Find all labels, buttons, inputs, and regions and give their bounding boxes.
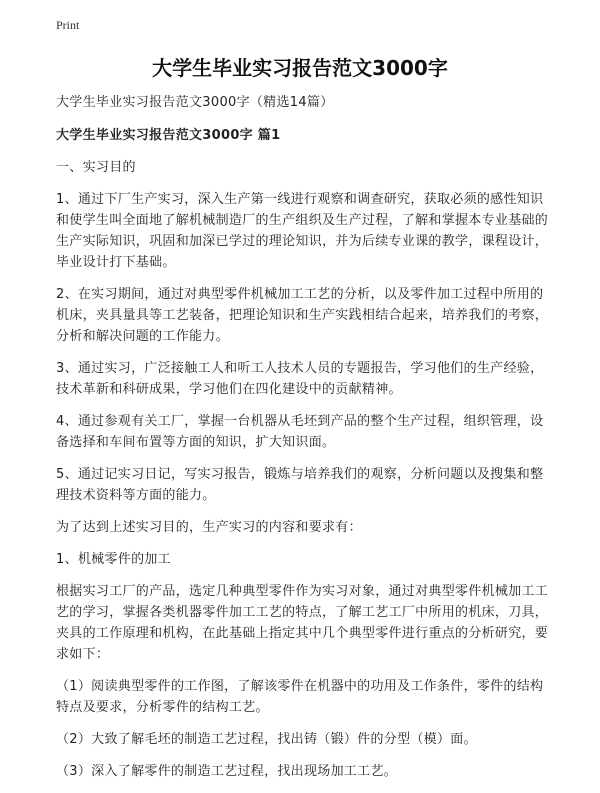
paragraph: 3、通过实习，广泛接触工人和听工人技术人员的专题报告，学习他们的生产经验，技术革新和科研成果，学习他们在四化建设中的贡献精神。 (56, 361, 544, 397)
paragraph: 一、实习目的 (56, 160, 136, 175)
section-heading: 大学生毕业实习报告范文3000字 篇1 (56, 128, 281, 143)
paragraph: （1）阅读典型零件的工作图，了解该零件在机器中的功用及工作条件，零件的结构特点及要求，分析零件的结构工艺。 (56, 679, 544, 715)
paragraph: （3）深入了解零件的制造工艺过程，找出现场加工工艺。 (56, 764, 398, 779)
paragraph: 5、通过记实习日记，写实习报告，锻炼与培养我们的观察，分析问题以及搜集和整理技术资料等方面的能力。 (56, 467, 544, 503)
paragraph: （2）大致了解毛坯的制造工艺过程，找出铸（锻）件的分型（模）面。 (56, 732, 477, 747)
paragraph: 2、在实习期间，通过对典型零件机械加工工艺的分析，以及零件加工过程中所用的机床，夹具量具等工艺装备，把理论知识和生产实践相结合起来，培养我们的考察，分析和解决问题的工作能力。 (56, 287, 549, 344)
document-body (56, 92, 550, 793)
paragraph: 4、通过参观有关工厂，掌握一台机器从毛坯到产品的整个生产过程，组织管理，设备选择和车间布置等方面的知识，扩大知识面。 (56, 414, 544, 450)
paragraph: 根据实习工厂的产品，选定几种典型零件作为实习对象，通过对典型零件机械加工工艺的学习，掌握各类机器零件加工工艺的特点，了解工艺工厂中所用的机床，刀具，夹具的工作原理和机构，在此基础上指定其中几个典型零件进行重点的分析研究，要求如下： (56, 584, 549, 662)
paragraph: 1、通过下厂生产实习，深入生产第一线进行观察和调查研究，获取必须的感性知识和使学生叫全面地了解机械制造厂的生产组织及生产过程，了解和掌握本专业基础的生产实际知识，巩固和加深已学过的理论知识，并为后续专业课的教学，课程设计，毕业设计打下基础。 (56, 192, 549, 270)
page-title: 大学生毕业实习报告范文3000字 (152, 56, 448, 80)
print-link[interactable]: Print (56, 18, 80, 32)
paragraph: 为了达到上述实习目的，生产实习的内容和要求有： (56, 520, 362, 535)
document-subtitle: 大学生毕业实习报告范文3000字（精选14篇） (56, 95, 334, 110)
paragraph: 1、机械零件的加工 (56, 552, 171, 567)
